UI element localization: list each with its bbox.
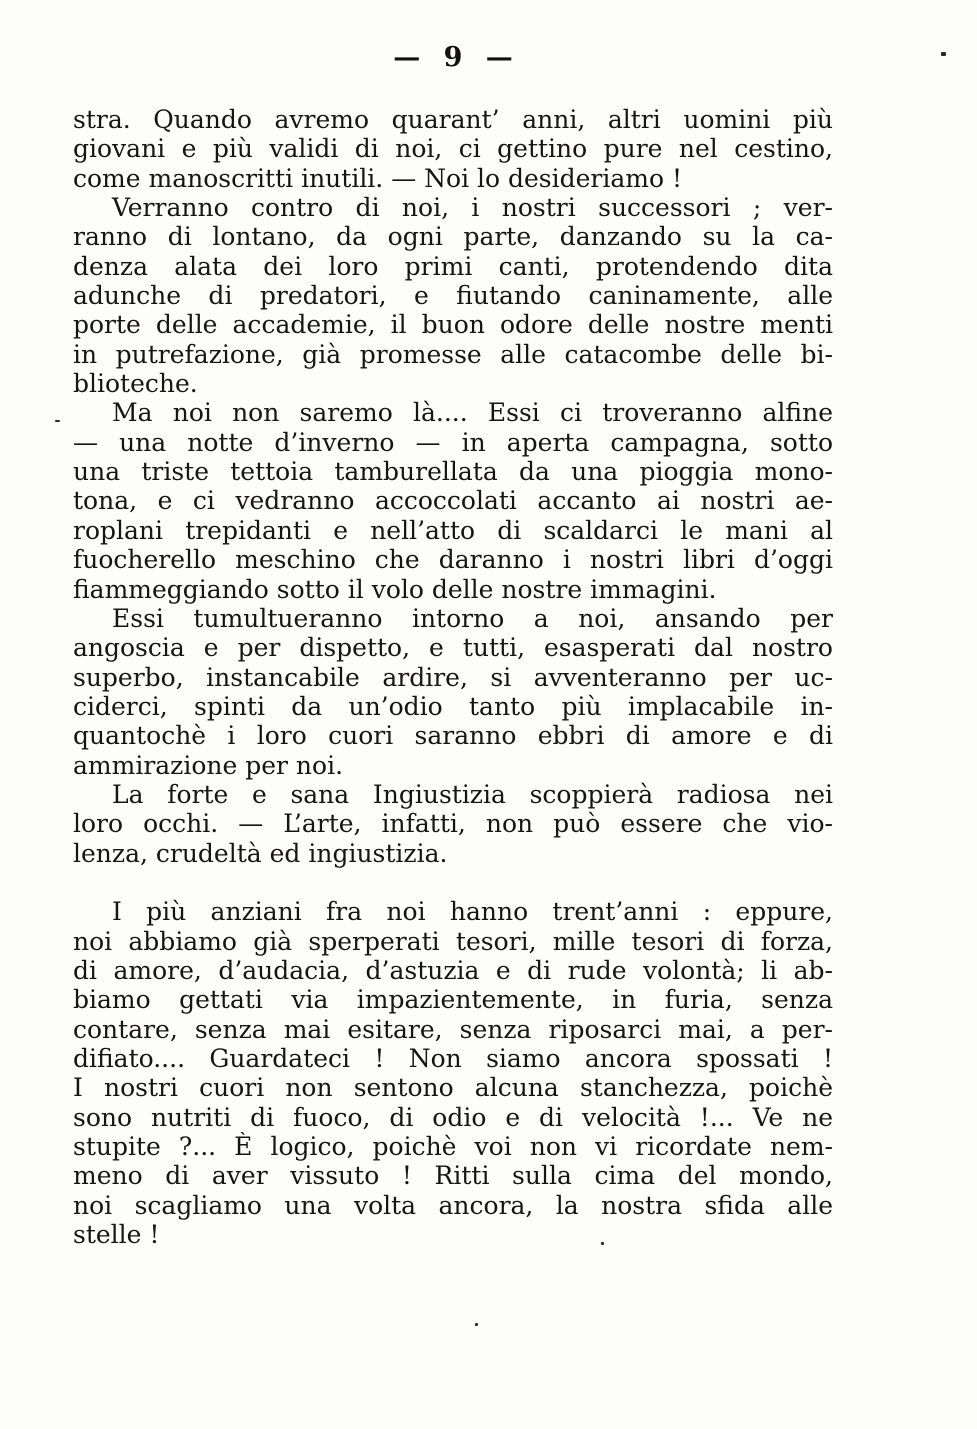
text-line: Essi tumultueranno intorno a noi, ansando per [112, 603, 833, 633]
text-line: una triste tettoia tamburellata da una pioggia mono- [73, 457, 833, 487]
text-line: Verranno contro di noi, i nostri successori ; ver- [112, 193, 833, 223]
paragraph [73, 193, 833, 398]
text-line: I nostri cuori non sentono alcuna stanchezza, poichè [73, 1073, 833, 1103]
blank-line [73, 868, 833, 897]
text-line: meno di aver vissuto ! Ritti sulla cima del mondo, [73, 1161, 833, 1191]
scan-speck [941, 52, 946, 56]
text-line: ranno di lontano, da ogni parte, danzando su la ca- [73, 222, 833, 252]
paragraph [73, 604, 833, 780]
text-line: I più anziani fra noi hanno trent’anni : eppure, [112, 897, 833, 927]
text-line: contare, senza mai esitare, senza riposarci mai, a per- [73, 1014, 833, 1044]
paragraph [73, 780, 833, 897]
scan-speck [601, 1242, 604, 1245]
text-line: giovani e più validi di noi, ci gettino pure nel cestino, [73, 134, 833, 164]
text-line: noi abbiamo già sperperati tesori, mille tesori di forza, [73, 926, 833, 956]
text-line: come manoscritti inutili. — Noi lo desideriamo ! [73, 163, 683, 193]
text-line: roplani trepidanti e nell’atto di scaldarci le mani al [73, 515, 833, 545]
text-line: difiato.... Guardateci ! Non siamo ancora spossati ! [73, 1044, 833, 1073]
text-line: lenza, crudeltà ed ingiustizia. [73, 838, 448, 868]
text-line: sono nutriti di fuoco, di odio e di velocità !... Ve ne [73, 1102, 833, 1132]
text-line: angoscia e per dispetto, e tutti, esasperati dal nostro [73, 633, 833, 663]
text-line: quantochè i loro cuori saranno ebbri di amore e di [73, 721, 833, 751]
text-line: loro occhi. — L’arte, infatti, non può essere che vio- [73, 809, 833, 839]
text-line: biamo gettati via impazientemente, in furia, senza [73, 985, 833, 1015]
page-number: — 9 — [393, 42, 513, 73]
scan-speck [55, 420, 60, 422]
paragraph [73, 897, 833, 1249]
body-text [73, 105, 833, 1249]
text-line: denza alata dei loro primi canti, protendendo dita [73, 251, 833, 281]
text-line: di amore, d’audacia, d’astuzia e di rude volontà; li ab- [73, 955, 833, 985]
paragraph [73, 398, 833, 603]
text-line: stupite ?... È logico, poichè voi non vi ricordate nem- [73, 1132, 833, 1162]
paragraph [73, 105, 833, 193]
scan-speck [475, 1323, 478, 1326]
text-line: tona, e ci vedranno accoccolati accanto ai nostri ae- [73, 486, 833, 516]
text-line: Ma noi non saremo là.... Essi ci troveranno alfine [112, 398, 833, 428]
text-line: porte delle accademie, il buon odore delle nostre menti [73, 310, 833, 340]
text-line: noi scagliamo una volta ancora, la nostra sfida alle [73, 1190, 833, 1220]
text-line: adunche di predatori, e fiutando caninamente, alle [73, 281, 833, 311]
text-line: ciderci, spinti da un’odio tanto più implacabile in- [73, 691, 833, 721]
text-line: blioteche. [73, 369, 198, 399]
text-line: ammirazione per noi. [73, 750, 344, 780]
text-line: — una notte d’inverno — in aperta campagna, sotto [73, 427, 833, 457]
text-line: stelle ! [73, 1220, 160, 1250]
text-line: stra. Quando avremo quarant’ anni, altri uomini più [73, 105, 833, 134]
text-line: La forte e sana Ingiustizia scoppierà radiosa nei [112, 779, 833, 809]
text-line: fiammeggiando sotto il volo delle nostre immagini. [73, 574, 717, 604]
text-line: fuocherello meschino che daranno i nostri libri d’oggi [73, 545, 833, 575]
text-line: in putrefazione, già promesse alle catacombe delle bi- [73, 339, 833, 369]
text-line: superbo, instancabile ardire, si avventeranno per uc- [73, 662, 833, 692]
